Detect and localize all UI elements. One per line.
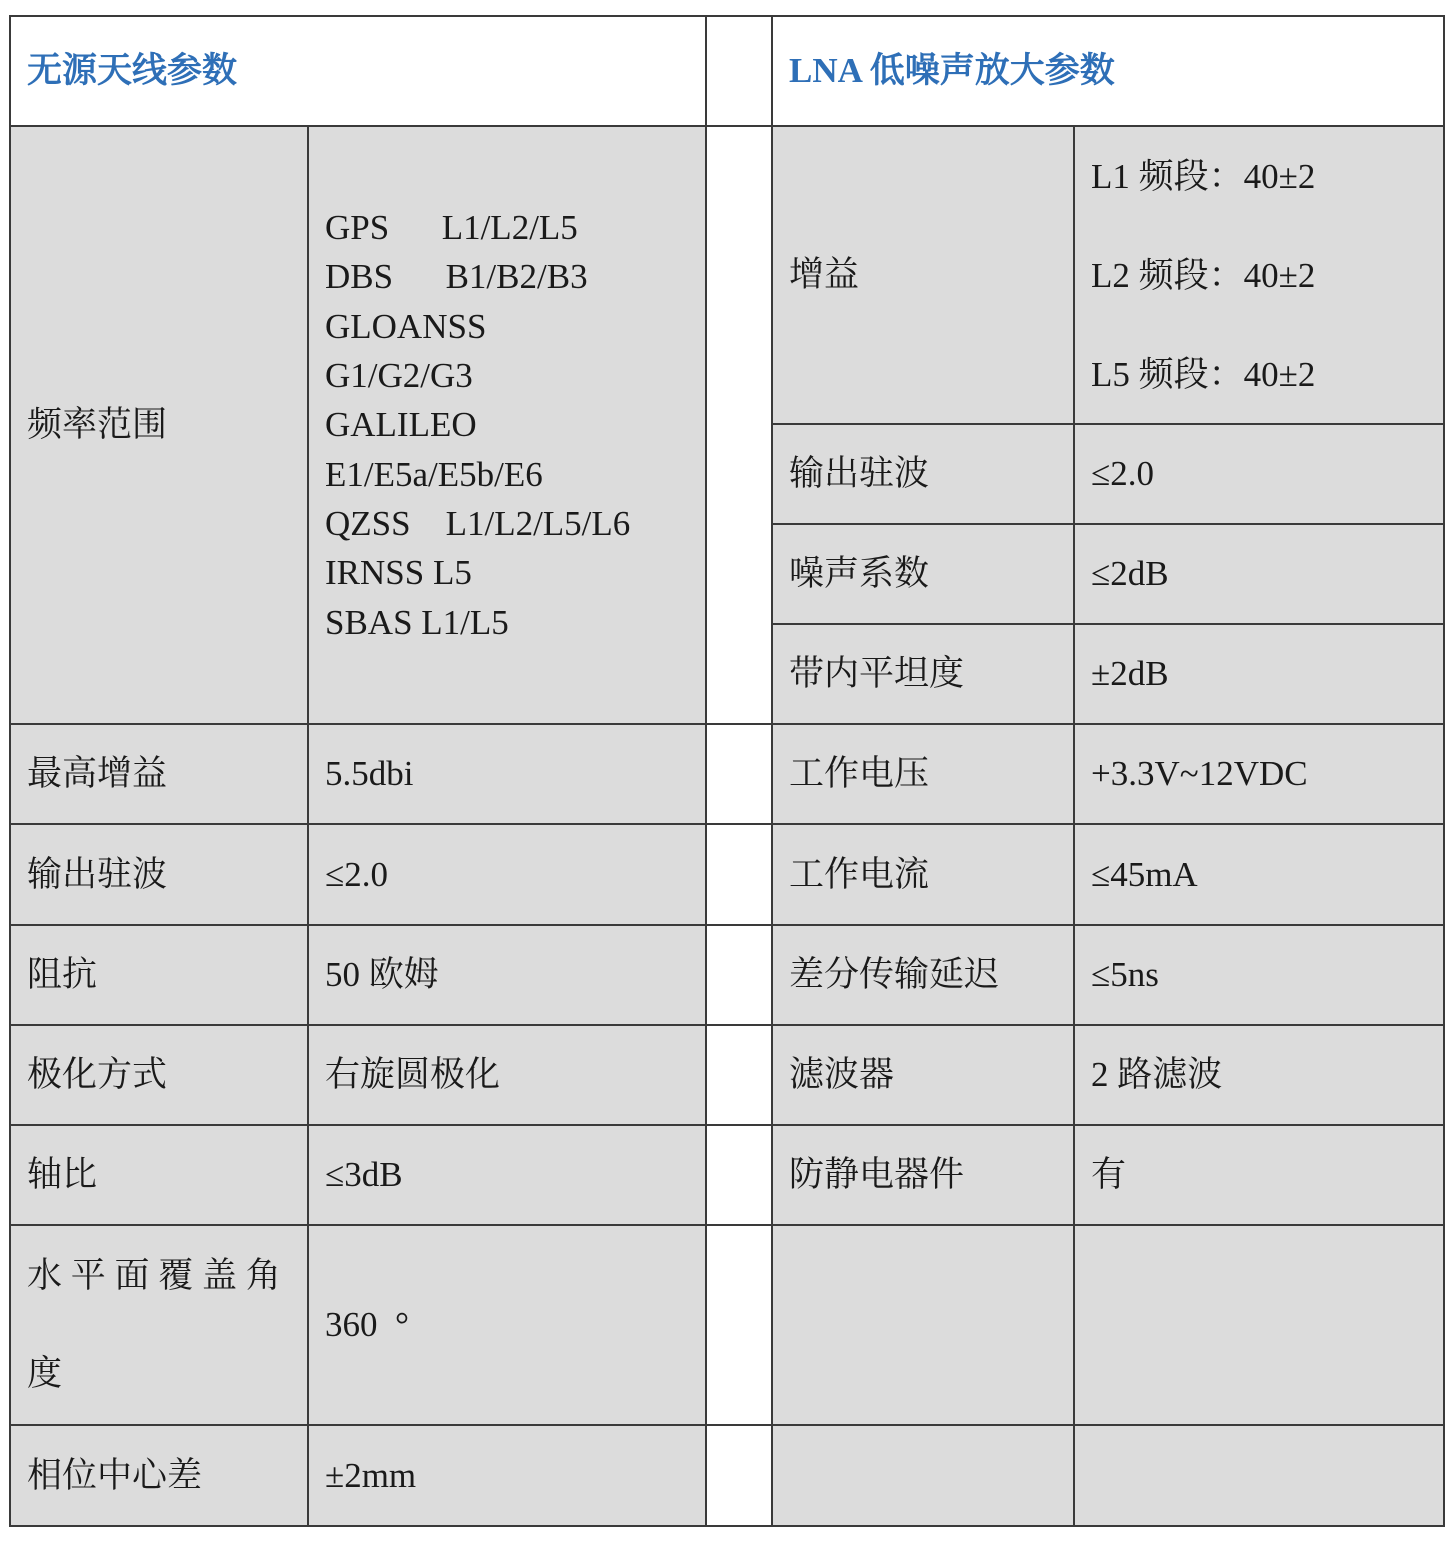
grid-line	[9, 1024, 1445, 1026]
right-value-gain	[1074, 126, 1444, 424]
grid-line	[9, 924, 1445, 926]
frequency-line: G1/G2/G3	[325, 356, 473, 396]
frequency-line: DBS B1/B2/B3	[325, 257, 588, 297]
left-label-phase-center: 相位中心差	[10, 1425, 308, 1526]
left-label-axial-ratio: 轴比	[10, 1125, 308, 1225]
left-label-polarization: 极化方式	[10, 1025, 308, 1125]
grid-line	[1443, 16, 1445, 1527]
coverage-label-line: 水 平 面 覆 盖 角	[27, 1256, 281, 1295]
coverage-label-line: 度	[27, 1354, 63, 1393]
left-value-axial-ratio: ≤3dB	[308, 1125, 706, 1225]
frequency-line: GLOANSS	[325, 306, 487, 346]
right-value-current: ≤45mA	[1074, 824, 1444, 925]
left-value-polarization: 右旋圆极化	[308, 1025, 706, 1125]
right-section-header: LNA 低噪声放大参数	[772, 16, 1444, 126]
right-label-flatness: 带内平坦度	[772, 624, 1074, 724]
grid-line	[771, 623, 1445, 625]
right-label-voltage: 工作电压	[772, 724, 1074, 824]
right-label-esd: 防静电器件	[772, 1125, 1074, 1225]
right-value-vswr: ≤2.0	[1074, 424, 1444, 524]
right-value-delay: ≤5ns	[1074, 925, 1444, 1025]
grid-line	[9, 723, 1445, 725]
left-label-horizontal-coverage	[10, 1225, 308, 1425]
gain-line: L5 频段：40±2	[1091, 354, 1316, 394]
right-value-flatness: ±2dB	[1074, 624, 1444, 724]
grid-line	[771, 523, 1445, 525]
table-gap	[706, 16, 772, 1526]
grid-line	[9, 15, 1445, 17]
right-value-filter: 2 路滤波	[1074, 1025, 1444, 1125]
gain-line: L2 频段：40±2	[1091, 255, 1316, 295]
frequency-line: QZSS L1/L2/L5/L6	[325, 503, 631, 543]
left-label-impedance: 阻抗	[10, 925, 308, 1025]
right-value-esd: 有	[1074, 1125, 1444, 1225]
frequency-line: GPS L1/L2/L5	[325, 208, 578, 248]
grid-line	[9, 1424, 1445, 1426]
right-label-gain: 增益	[772, 126, 1074, 424]
right-label-filter: 滤波器	[772, 1025, 1074, 1125]
right-empty-value	[1074, 1225, 1444, 1425]
grid-line	[9, 125, 1445, 127]
left-value-frequency-range	[308, 126, 706, 724]
grid-line	[9, 1224, 1445, 1226]
frequency-line: IRNSS L5	[325, 553, 472, 593]
grid-line	[9, 1525, 1445, 1527]
left-section-header: 无源天线参数	[10, 16, 706, 126]
grid-line	[307, 126, 309, 1526]
right-value-voltage: +3.3V~12VDC	[1074, 724, 1444, 824]
right-value-noise-figure: ≤2dB	[1074, 524, 1444, 624]
left-value-vswr: ≤2.0	[308, 824, 706, 925]
left-value-phase-center: ±2mm	[308, 1425, 706, 1526]
right-empty-label	[772, 1425, 1074, 1526]
left-label-vswr: 输出驻波	[10, 824, 308, 925]
left-value-max-gain: 5.5dbi	[308, 724, 706, 824]
grid-line	[1073, 126, 1075, 1526]
right-empty-label	[772, 1225, 1074, 1425]
left-label-max-gain: 最高增益	[10, 724, 308, 824]
right-empty-value	[1074, 1425, 1444, 1526]
right-label-vswr: 输出驻波	[772, 424, 1074, 524]
grid-line	[9, 1124, 1445, 1126]
left-value-impedance: 50 欧姆	[308, 925, 706, 1025]
grid-line	[771, 423, 1445, 425]
frequency-line: GALILEO	[325, 405, 477, 445]
right-label-noise-figure: 噪声系数	[772, 524, 1074, 624]
right-label-delay: 差分传输延迟	[772, 925, 1074, 1025]
grid-line	[9, 823, 1445, 825]
gain-line: L1 频段：40±2	[1091, 156, 1316, 196]
grid-line	[9, 16, 11, 1527]
left-value-horizontal-coverage: 360 °	[308, 1225, 706, 1425]
left-label-frequency-range: 频率范围	[10, 126, 308, 724]
grid-line	[705, 16, 707, 1527]
frequency-line: E1/E5a/E5b/E6	[325, 454, 543, 494]
grid-line	[771, 16, 773, 1527]
right-label-current: 工作电流	[772, 824, 1074, 925]
frequency-line: SBAS L1/L5	[325, 602, 509, 642]
